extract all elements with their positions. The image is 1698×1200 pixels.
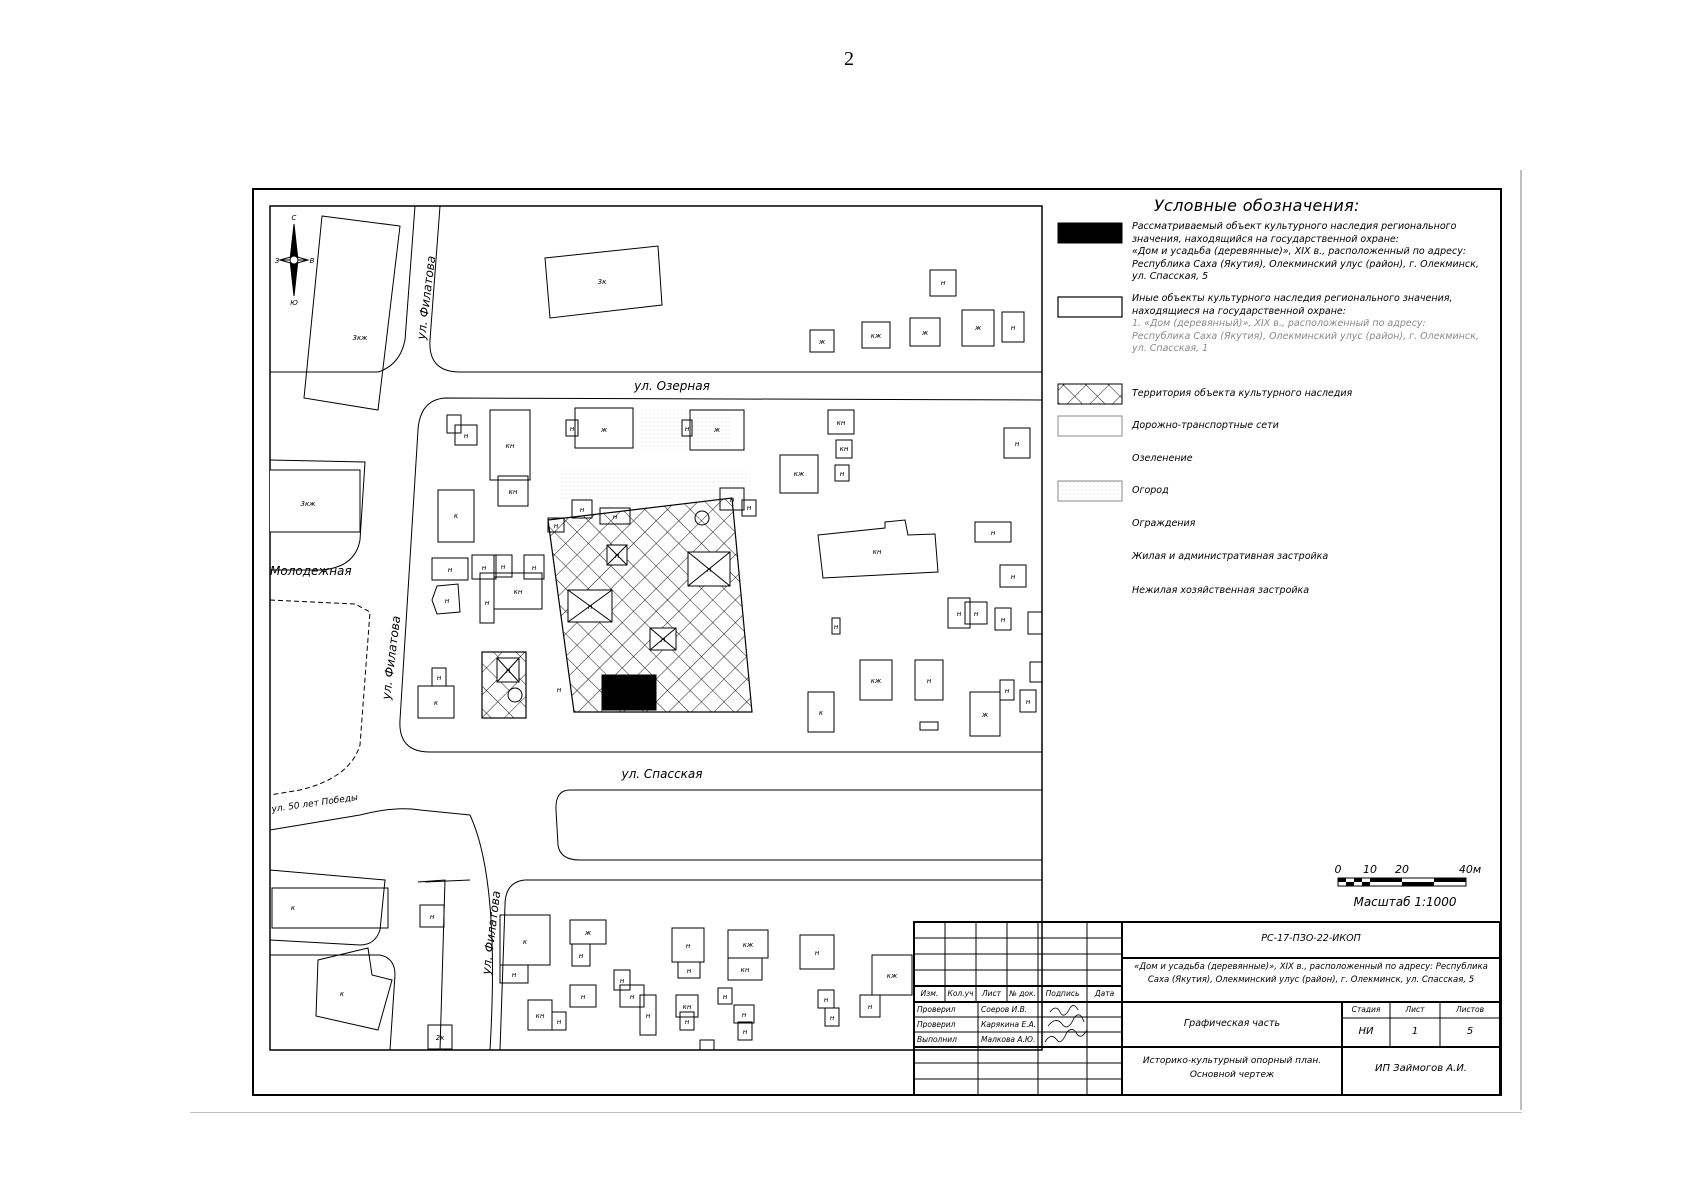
building-label: н	[926, 677, 932, 685]
sheet-title-line1: Историко-культурный опорный план.	[1142, 1056, 1322, 1066]
legend-item-roads: Дорожно-транспортные сети	[1132, 420, 1279, 431]
building-label: н	[839, 470, 845, 478]
building-label: н	[579, 506, 585, 514]
building-label: н	[587, 603, 593, 611]
building-label: н	[556, 686, 562, 694]
building-label: ж	[713, 426, 721, 434]
legend-item-fences: Ограждения	[1132, 518, 1196, 529]
legend-line: Республика Саха (Якутия), Олекминский улус (район), г. Олекминск,	[1132, 330, 1479, 342]
building-label: ж	[600, 426, 608, 434]
scale-label: Масштаб 1:1000	[1353, 895, 1457, 909]
legend-line: «Дом и усадьба (деревянные)», XIX в., расположенный по адресу:	[1132, 246, 1467, 257]
building-label: кж	[742, 941, 754, 949]
legend-line: ул. Спасская, 1	[1132, 343, 1209, 354]
building-label: кн	[505, 442, 515, 450]
building-label: н	[569, 425, 575, 433]
legend-line: находящиеся на государственной охране:	[1132, 305, 1346, 317]
name-performed: Малкова А.Ю.	[981, 1035, 1036, 1044]
building-label: н	[436, 674, 442, 682]
building-label: н	[940, 279, 946, 287]
legend-line: Рассматриваемый объект культурного наследия регионального	[1132, 221, 1457, 232]
object-description-line1: «Дом и усадьба (деревянные)», XIX в., расположенный по адресу: Республика	[1134, 962, 1488, 972]
col-date: Дата	[1094, 989, 1115, 998]
building-label: н	[531, 564, 537, 572]
building-label: н	[823, 996, 829, 1004]
building-label: кн	[682, 1003, 692, 1011]
compass-east: В	[309, 257, 315, 265]
page-number: 2	[844, 48, 854, 70]
building-label: н	[956, 610, 962, 618]
building-label: н	[1004, 687, 1010, 695]
legend-item-greenery: Озеленение	[1132, 453, 1193, 464]
building-label: н	[556, 1018, 562, 1026]
building-label: н	[484, 599, 490, 607]
building-label: н	[463, 432, 469, 440]
building-label: н	[1025, 698, 1031, 706]
col-izm: Изм.	[920, 989, 939, 998]
building-label: к	[522, 938, 528, 946]
legend-item-nonresidential: Нежилая хозяйственная застройка	[1132, 585, 1310, 596]
object-description-line2: Саха (Якутия), Олекминский улус (район), г. Олекминск, ул. Спасская, 5	[1147, 975, 1475, 985]
building-label: к	[818, 709, 824, 717]
building-label: ж	[921, 329, 929, 337]
building-label: н	[505, 667, 511, 675]
legend-item-object	[1132, 221, 1552, 284]
building-label: н	[612, 513, 618, 521]
building-label: н	[429, 913, 435, 921]
building-label: 3кж	[300, 500, 316, 508]
building-label: кж	[870, 332, 882, 340]
building-label: н	[553, 522, 559, 530]
name-checked-1: Соеров И.В.	[981, 1005, 1028, 1014]
sheet-value: 1	[1411, 1026, 1419, 1037]
street-filatova-bottom: ул. Филатова	[479, 889, 504, 976]
name-checked-2: Карякина Е.А.	[981, 1020, 1037, 1029]
legend-line: значения, находящийся на государственной охране:	[1132, 233, 1399, 245]
col-list: Лист	[981, 989, 1001, 998]
building-label: н	[729, 496, 735, 504]
building-label: кн	[740, 966, 750, 974]
building-label: н	[814, 949, 820, 957]
building-label: н	[684, 425, 690, 433]
building-label: н	[706, 566, 712, 574]
building-label: н	[742, 1028, 748, 1036]
sheets-header: Листов	[1455, 1005, 1484, 1014]
col-doc: № док.	[1009, 989, 1036, 998]
building-label: н	[1010, 573, 1016, 581]
building-label: н	[619, 977, 625, 985]
building-label: 3к	[597, 278, 607, 286]
col-kol: Кол.уч	[947, 989, 974, 998]
building-label: кж	[793, 470, 805, 478]
building-label: кж	[870, 677, 882, 685]
legend-line: 1. «Дом (деревянный)», XIX в., расположенный по адресу:	[1132, 318, 1426, 329]
building-label: н	[660, 636, 666, 644]
organization: ИП Займогов А.И.	[1374, 1063, 1467, 1074]
building-label: ж	[584, 929, 592, 937]
legend-item-other-objects	[1132, 293, 1552, 356]
building-label: кн	[839, 445, 849, 453]
role-checked-2: Проверил	[917, 1020, 956, 1029]
building-label: 2к	[435, 1034, 445, 1042]
compass-west: З	[274, 257, 280, 265]
sheet-title-line2: Основной чертеж	[1189, 1070, 1275, 1080]
street-pobedy: ул. 50 лет Победы	[271, 792, 359, 815]
col-signature: Подпись	[1045, 989, 1080, 998]
compass-rose	[280, 224, 308, 296]
building-label: н	[722, 993, 728, 1001]
building-label: 3кж	[352, 334, 368, 342]
building-label: н	[1014, 440, 1020, 448]
main-heritage-object	[602, 675, 656, 710]
building-label: н	[1010, 324, 1016, 332]
stage-header: Стадия	[1351, 1005, 1381, 1014]
building-label: кн	[508, 488, 518, 496]
building-label: ж	[818, 338, 826, 346]
building-label: к	[433, 699, 439, 707]
legend-item-garden: Огород	[1132, 485, 1169, 496]
building-label: н	[578, 952, 584, 960]
compass-north: С	[291, 214, 297, 222]
building-label: кн	[513, 588, 523, 596]
building-label: н	[686, 967, 692, 975]
building-label: к	[290, 904, 296, 912]
building-label: н	[629, 993, 635, 1001]
scale-tick-0: 0	[1334, 863, 1342, 876]
building-label: н	[990, 529, 996, 537]
street-molodezhnaya: Молодежная	[270, 564, 352, 578]
building-label: н	[447, 566, 453, 574]
stage-value: НИ	[1358, 1026, 1374, 1037]
scale-tick-10: 10	[1363, 863, 1377, 876]
scale-tick-20: 20	[1395, 863, 1409, 876]
building-label: н	[833, 623, 839, 631]
building-label: н	[511, 971, 517, 979]
building-label: кн	[872, 548, 882, 556]
scale-tick-40: 40м	[1458, 863, 1482, 876]
building-label: кн	[836, 419, 846, 427]
building-label: н	[1000, 616, 1006, 624]
building-label: н	[746, 504, 752, 512]
building-label: н	[580, 993, 586, 1001]
building-label: кн	[535, 1012, 545, 1020]
scale-bar	[1338, 878, 1466, 886]
legend-item-territory: Территория объекта культурного наследия	[1132, 388, 1353, 399]
legend-line: Иные объекты культурного наследия регионального значения,	[1132, 293, 1453, 304]
legend-title: Условные обозначения:	[1154, 196, 1360, 215]
sheets-value: 5	[1466, 1026, 1474, 1037]
building-label: н	[973, 610, 979, 618]
legend-line: Республика Саха (Якутия), Олекминский улус (район), г. Олекминск,	[1132, 258, 1479, 270]
street-spasskaya: ул. Спасская	[621, 767, 703, 781]
building-label: н	[614, 552, 620, 560]
building-label: н	[685, 942, 691, 950]
signatures	[1045, 1005, 1087, 1042]
role-performed: Выполнил	[917, 1035, 957, 1044]
graphic-part: Графическая часть	[1183, 1018, 1281, 1029]
building-label: н	[481, 564, 487, 572]
building-label: к	[453, 512, 459, 520]
building-label: н	[829, 1014, 835, 1022]
building-label: н	[684, 1018, 690, 1026]
document-code: РС-17-ПЗО-22-ИКОП	[1261, 933, 1361, 944]
street-ozernaya: ул. Озерная	[634, 379, 710, 393]
sheet-header: Лист	[1405, 1005, 1425, 1014]
building-label: к	[339, 990, 345, 998]
building-label: н	[741, 1011, 747, 1019]
role-checked-1: Проверил	[917, 1005, 956, 1014]
legend-item-residential: Жилая и административная застройка	[1132, 551, 1329, 562]
building-label: кж	[886, 972, 898, 980]
compass-south: Ю	[290, 299, 298, 307]
street-filatova-mid: ул. Филатова	[379, 614, 404, 701]
building-label: ж	[974, 324, 982, 332]
building-label: н	[645, 1012, 651, 1020]
building-label: ж	[981, 711, 989, 719]
building-label: н	[444, 597, 450, 605]
building-label: н	[500, 563, 506, 571]
legend-line: ул. Спасская, 5	[1132, 271, 1209, 282]
street-filatova-top: ул. Филатова	[414, 254, 439, 341]
building-label: н	[867, 1003, 873, 1011]
